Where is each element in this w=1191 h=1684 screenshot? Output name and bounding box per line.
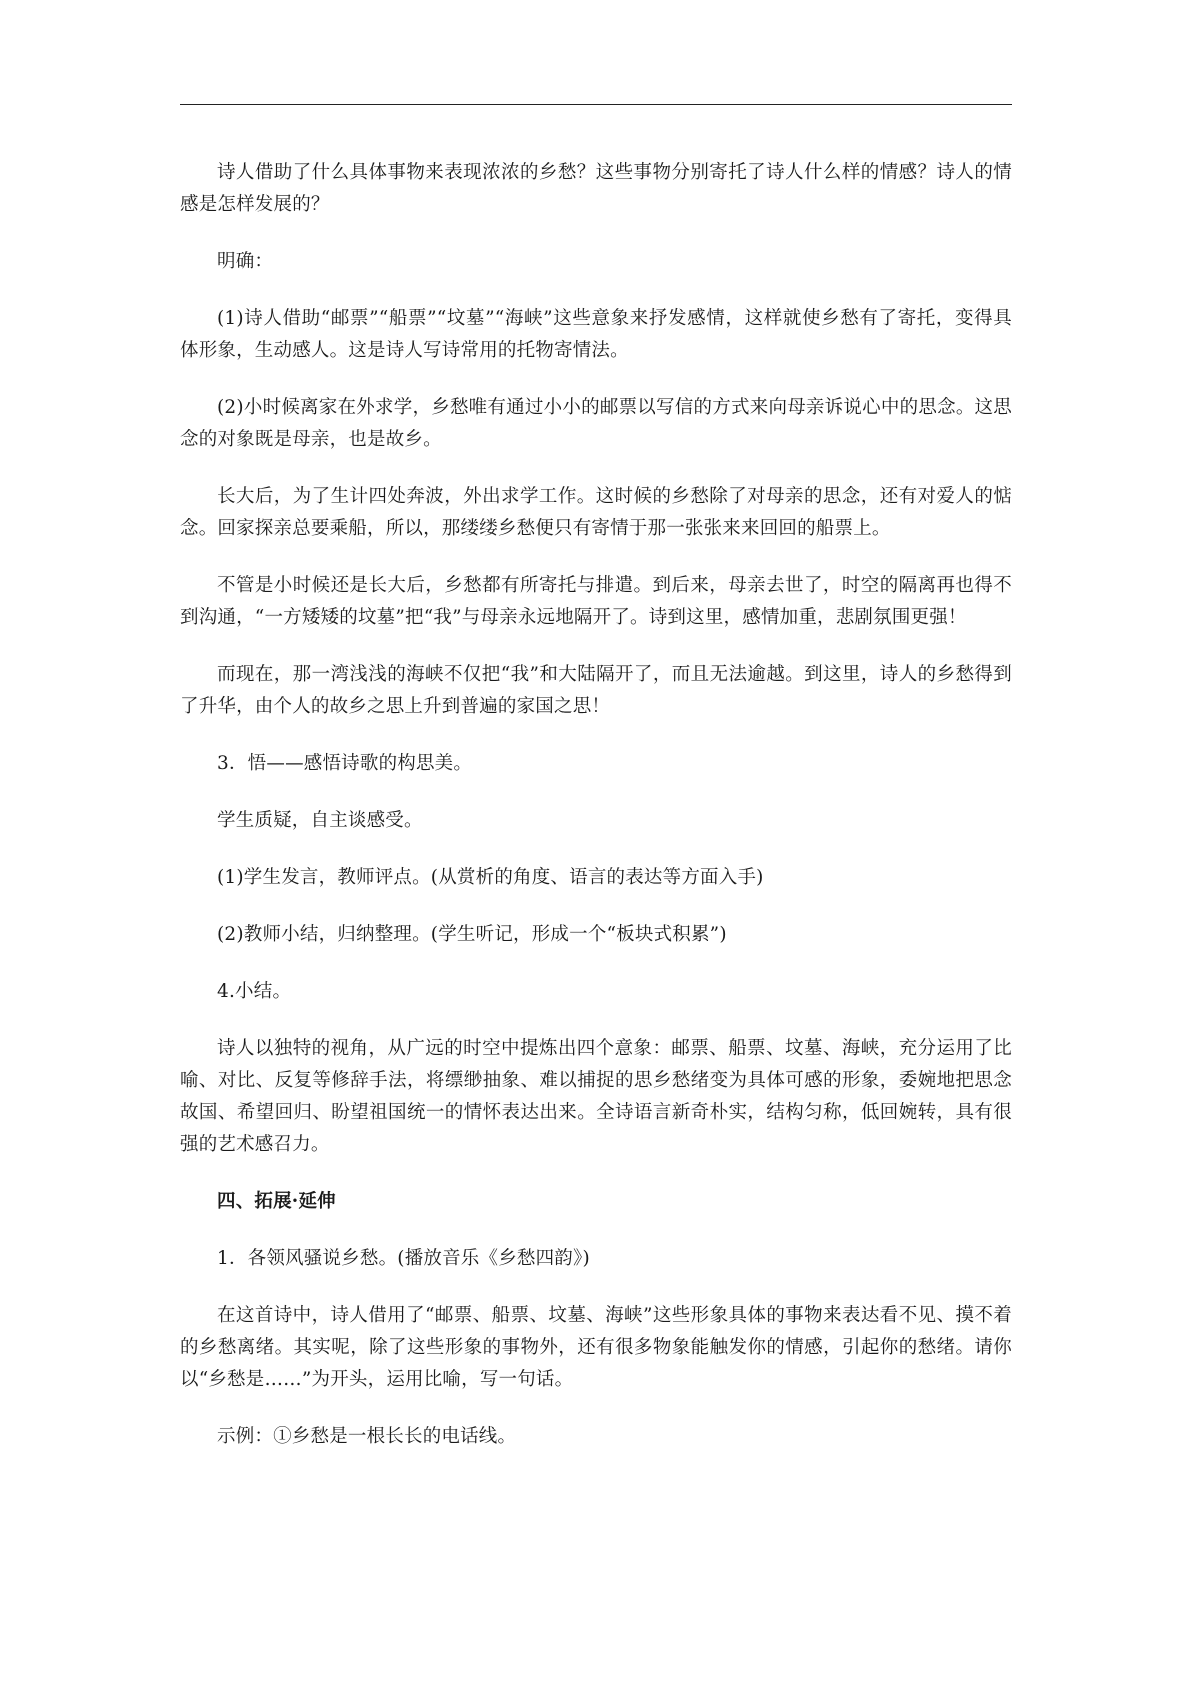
part-4-heading: 四、拓展·延伸 — [217, 1191, 336, 1212]
answer-label: 明确： — [217, 251, 274, 272]
section-3-title: 3．悟——感悟诗歌的构思美。 — [217, 753, 473, 774]
answer-point-2: (2)小时候离家在外求学，乡愁唯有通过小小的邮票以写信的方式来向母亲诉说心中的思念。这思念的对象既是母亲，也是故乡。 — [180, 397, 1012, 450]
header-rule — [180, 104, 1012, 105]
student-questioning: 学生质疑，自主谈感受。 — [217, 810, 423, 831]
example-line: 示例：①乡愁是一根长长的电话线。 — [217, 1426, 517, 1447]
step-2: (2)教师小结，归纳整理。(学生听记，形成一个“板块式积累”) — [217, 924, 727, 945]
answer-later: 不管是小时候还是长大后，乡愁都有所寄托与排遣。到后来，母亲去世了，时空的隔离再也得不到沟通，“一方矮矮的坟墓”把“我”与母亲永远地隔开了。诗到这里，感情加重，悲剧氛围更强！ — [180, 575, 1012, 628]
question-paragraph: 诗人借助了什么具体事物来表现浓浓的乡愁？这些事物分别寄托了诗人什么样的情感？诗人的情感是怎样发展的？ — [180, 162, 1012, 215]
summary-paragraph: 诗人以独特的视角，从广远的时空中提炼出四个意象：邮票、船票、坟墓、海峡，充分运用了比喻、对比、反复等修辞手法，将缥缈抽象、难以捕捉的思乡愁绪变为具体可感的形象，委婉地把思念故国、希望回归、盼望祖国统一的情怀表达出来。全诗语言新奇朴实，结构匀称，低回婉转，具有很强的艺术感召力。 — [180, 1038, 1012, 1155]
section-4-title: 4.小结。 — [217, 981, 292, 1002]
extension-item-1: 1．各领风骚说乡愁。(播放音乐《乡愁四韵》) — [217, 1248, 590, 1269]
answer-now: 而现在，那一湾浅浅的海峡不仅把“我”和大陆隔开了，而且无法逾越。到这里，诗人的乡愁得到了升华，由个人的故乡之思上升到普遍的家国之思！ — [180, 664, 1012, 717]
document-body — [180, 157, 1012, 1478]
extension-instructions: 在这首诗中，诗人借用了“邮票、船票、坟墓、海峡”这些形象具体的事物来表达看不见、摸不着的乡愁离绪。其实呢，除了这些形象的事物外，还有很多物象能触发你的情感，引起你的愁绪。请你以“乡愁是……”为开头，运用比喻，写一句话。 — [180, 1305, 1012, 1390]
answer-growing-up: 长大后，为了生计四处奔波，外出求学工作。这时候的乡愁除了对母亲的思念，还有对爱人的惦念。回家探亲总要乘船，所以，那缕缕乡愁便只有寄情于那一张张来来回回的船票上。 — [180, 486, 1012, 539]
step-1: (1)学生发言，教师评点。(从赏析的角度、语言的表达等方面入手) — [217, 867, 764, 888]
answer-point-1: (1)诗人借助“邮票”“船票”“坟墓”“海峡”这些意象来抒发感情，这样就使乡愁有了寄托，变得具体形象，生动感人。这是诗人写诗常用的托物寄情法。 — [180, 308, 1012, 361]
